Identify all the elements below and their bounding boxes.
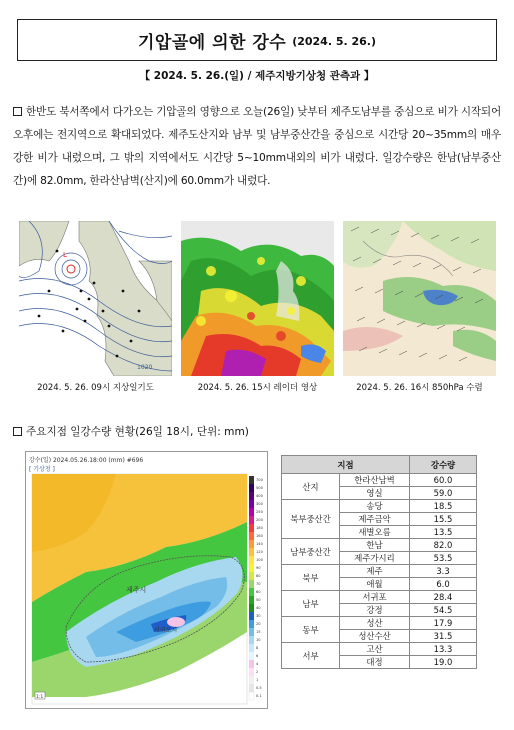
rainfall-value-cell: 54.5 — [410, 604, 477, 617]
map-scale: 1:1 — [36, 695, 44, 700]
rainfall-value-cell: 3.3 — [410, 565, 477, 578]
legend-label: 30 — [256, 614, 261, 618]
table-row — [282, 474, 477, 487]
legend-label: 100 — [256, 558, 263, 562]
rainfall-value-cell: 60.0 — [410, 474, 477, 487]
map-header: 강수(일) 2024.05.26.18:00 (mm) #696 — [29, 457, 144, 464]
legend-label: 10 — [256, 638, 261, 642]
site-cell: 대정 — [340, 656, 410, 669]
site-cell: 서귀포 — [340, 591, 410, 604]
rainfall-value-cell: 53.5 — [410, 552, 477, 565]
table-row — [282, 617, 477, 630]
legend-label: 400 — [256, 494, 263, 498]
legend-label: 0.1 — [256, 694, 262, 698]
table-row — [282, 565, 477, 578]
legend-label: 80 — [256, 574, 261, 578]
rainfall-value-cell: 13.3 — [410, 643, 477, 656]
site-cell: 새별오름 — [340, 526, 410, 539]
legend-label: 70 — [256, 582, 261, 586]
region-cell: 북부중산간 — [282, 500, 340, 539]
legend-label: 120 — [256, 550, 263, 554]
site-cell: 영실 — [340, 487, 410, 500]
rainfall-value-cell: 18.5 — [410, 500, 477, 513]
site-cell: 한라산남벽 — [340, 474, 410, 487]
summary-text: 한반도 북서쪽에서 다가오는 기압골의 영향으로 오늘(26일) 낮부터 제주도남부를 중심으로 비가 시작되어 오후에는 전지역으로 확대되었다. 제주도산지와 남부 및 남부중산간을 중심으로 시간당 20~35mm의 매우 강한 비가 내렸으며, 그 밖의 지역에서도 시간당 5~10mm내외의 비가 내렸다. 일강수량은 한남(남부중산간)에 82.0mm, 한라산남벽(산지)에 60.0mm가 내렸다. — [13, 106, 501, 187]
rainfall-value-cell: 15.5 — [410, 513, 477, 526]
site-cell: 송당 — [340, 500, 410, 513]
header-site: 지점 — [282, 456, 410, 474]
rainfall-value-cell: 13.5 — [410, 526, 477, 539]
seogwipo-label: 서귀포시 — [154, 627, 178, 634]
legend-label: 140 — [256, 542, 263, 546]
checkbox-bullet-icon — [13, 427, 22, 436]
site-cell: 성산 — [340, 617, 410, 630]
region-cell: 서부 — [282, 643, 340, 669]
table-row — [282, 643, 477, 656]
legend-label: 0.5 — [256, 686, 262, 690]
rainfall-value-cell: 31.5 — [410, 630, 477, 643]
site-cell: 고산 — [340, 643, 410, 656]
convergence-850hpa-image — [343, 221, 496, 376]
title-date: (2024. 5. 26.) — [292, 35, 377, 48]
section2-title-text: 주요지점 일강수량 현황(26일 18시, 단위: mm) — [26, 426, 249, 438]
image-row — [0, 221, 514, 393]
legend-label: 20 — [256, 622, 261, 626]
kma-badge: [ 기상청 ] — [29, 466, 55, 473]
rainfall-value-cell: 28.4 — [410, 591, 477, 604]
rainfall-table — [281, 455, 477, 669]
subtitle: 【 2024. 5. 26.(일) / 제주지방기상청 관측과 】 — [139, 70, 375, 82]
checkbox-bullet-icon — [13, 107, 22, 116]
caption-surface-chart: 2024. 5. 26. 09시 지상일기도 — [37, 383, 154, 393]
rainfall-value-cell: 82.0 — [410, 539, 477, 552]
jeju-city-label: 제주시 — [126, 586, 147, 594]
legend-label: 200 — [256, 518, 263, 522]
region-cell: 남부 — [282, 591, 340, 617]
site-cell: 제주금악 — [340, 513, 410, 526]
rainfall-value-cell: 17.9 — [410, 617, 477, 630]
isobar-label: 1020 — [137, 364, 153, 371]
title-box — [17, 19, 497, 61]
region-cell: 북부 — [282, 565, 340, 591]
legend-label: 700 — [256, 478, 263, 482]
page-title: 기압골에 의한 강수 — [137, 32, 287, 53]
region-cell: 남부중산간 — [282, 539, 340, 565]
caption-radar: 2024. 5. 26. 15시 레이더 영상 — [197, 383, 318, 393]
section-title-rainfall — [13, 424, 249, 439]
legend-label: 1 — [256, 678, 259, 682]
rainfall-value-cell: 6.0 — [410, 578, 477, 591]
legend-label: 500 — [256, 486, 263, 490]
legend-label: 250 — [256, 510, 263, 514]
table-row — [282, 591, 477, 604]
surface-weather-chart-image — [19, 221, 172, 376]
site-cell: 한남 — [340, 539, 410, 552]
region-cell: 동부 — [282, 617, 340, 643]
legend-label: 15 — [256, 630, 261, 634]
low-pressure-label: L — [63, 251, 67, 259]
region-cell: 산지 — [282, 474, 340, 500]
legend-label: 300 — [256, 502, 263, 506]
legend-label: 160 — [256, 534, 263, 538]
legend-label: 8 — [256, 646, 259, 650]
rainfall-value-cell: 19.0 — [410, 656, 477, 669]
legend-label: 180 — [256, 526, 263, 530]
legend-label: 4 — [256, 662, 259, 666]
legend-label: 40 — [256, 606, 261, 610]
legend-label: 50 — [256, 598, 261, 602]
summary-paragraph — [13, 101, 501, 193]
rainfall-map — [25, 451, 268, 709]
caption-convergence: 2024. 5. 26. 16시 850hPa 수렴 — [356, 383, 483, 393]
header-rainfall: 강수량 — [410, 456, 477, 474]
legend-label: 6 — [256, 654, 259, 658]
site-cell: 제주 — [340, 565, 410, 578]
rainfall-value-cell: 59.0 — [410, 487, 477, 500]
site-cell: 제주가시리 — [340, 552, 410, 565]
table-row — [282, 539, 477, 552]
site-cell: 애월 — [340, 578, 410, 591]
site-cell: 강정 — [340, 604, 410, 617]
map-legend — [249, 476, 254, 700]
legend-label: 90 — [256, 566, 261, 570]
table-row — [282, 500, 477, 513]
radar-image — [181, 221, 334, 376]
legend-label: 2 — [256, 670, 259, 674]
legend-label: 60 — [256, 590, 261, 594]
site-cell: 성산수산 — [340, 630, 410, 643]
